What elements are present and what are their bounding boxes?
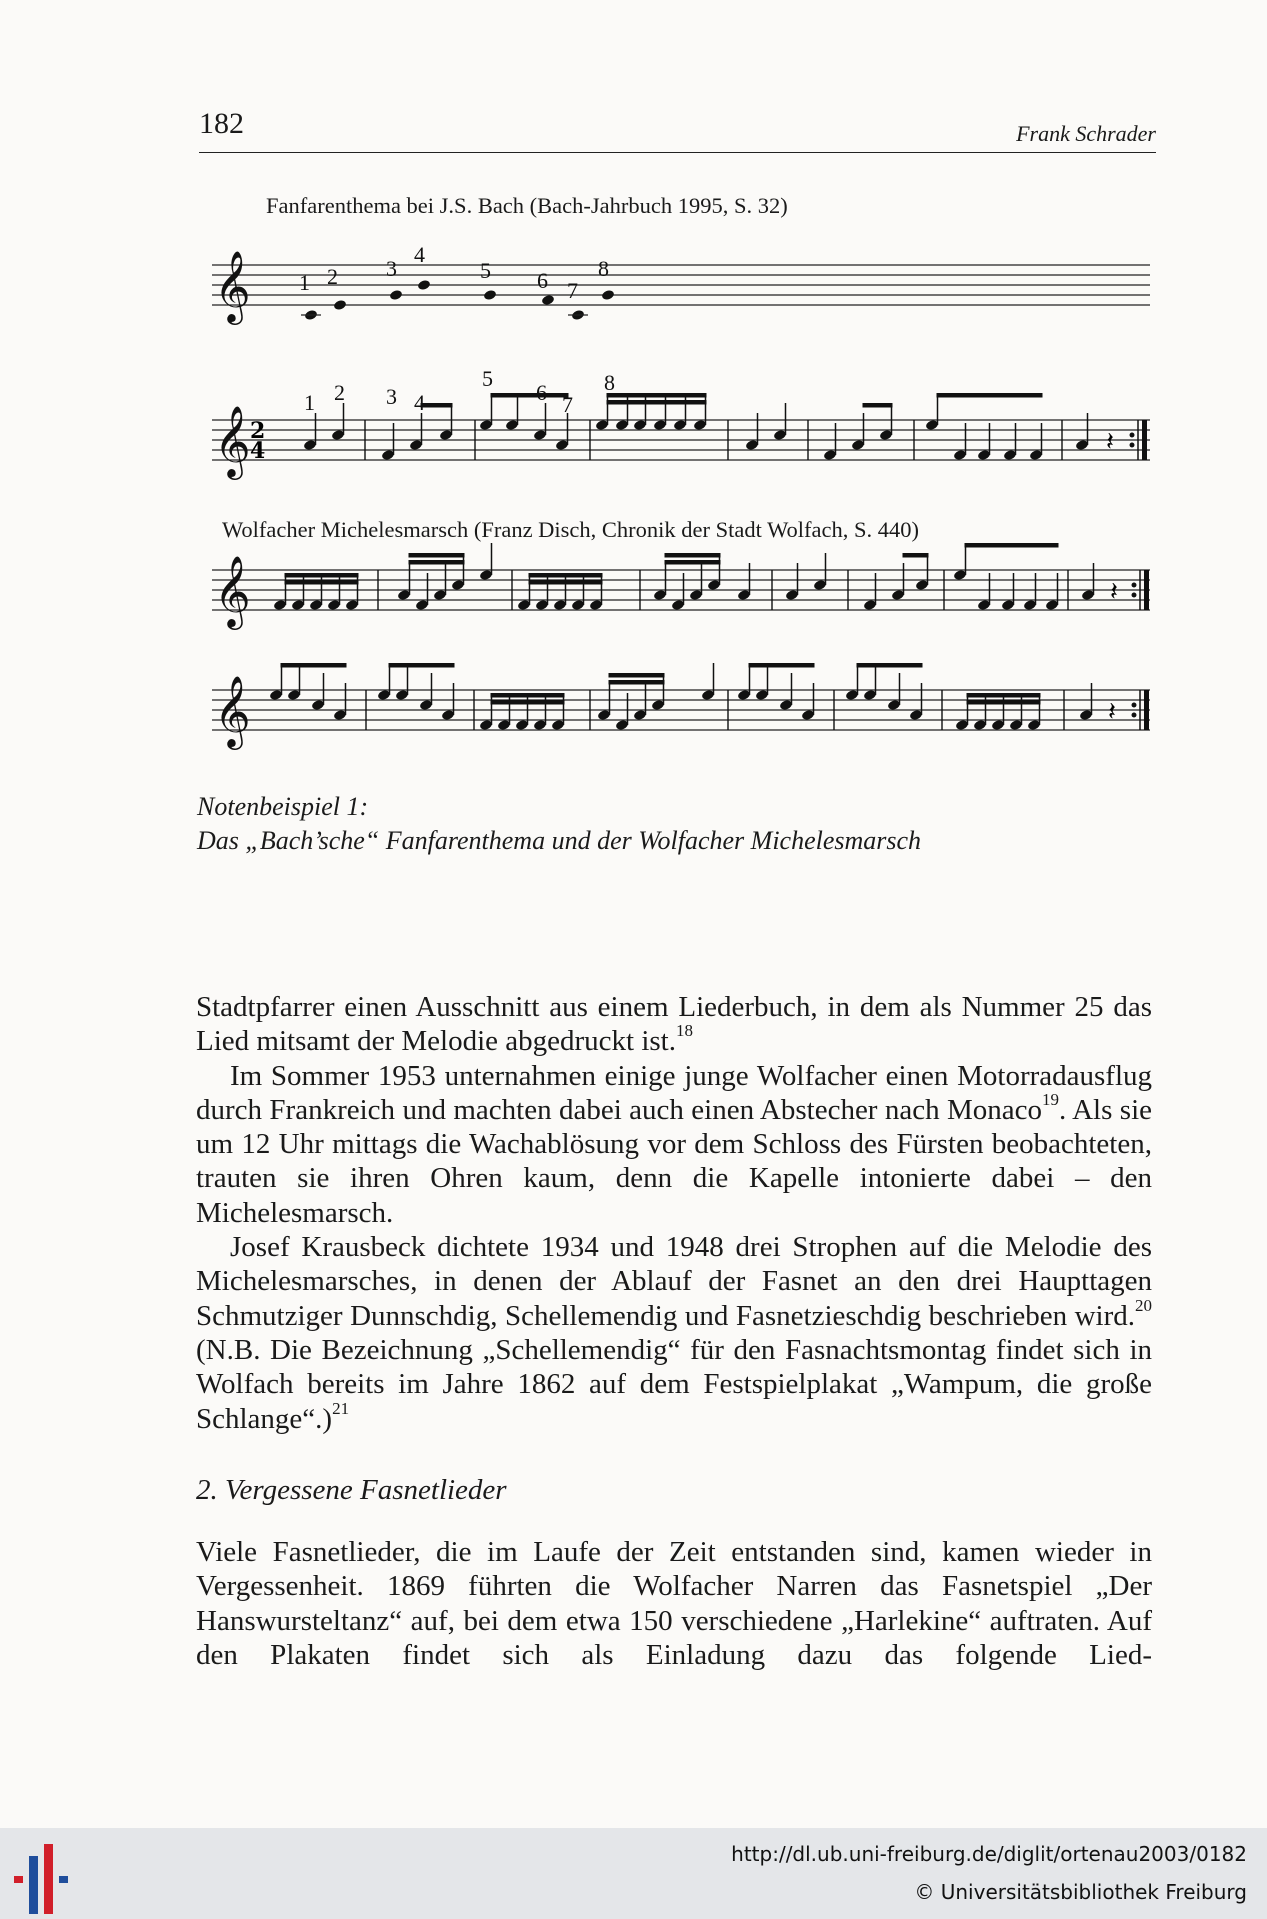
repeat-dot	[1132, 703, 1137, 708]
note-beam	[409, 560, 465, 565]
note-beam	[749, 663, 815, 668]
figure-caption	[197, 790, 921, 858]
note-beam	[491, 700, 565, 705]
rest-icon: 𝄽	[1106, 427, 1114, 457]
note-number-label: 6	[537, 268, 548, 293]
treble-clef-icon: 𝄞	[214, 404, 251, 477]
paragraph-3	[196, 1230, 1152, 1436]
note-beam	[389, 663, 455, 668]
logo-block-blue-left	[29, 1856, 38, 1914]
note-beam	[609, 680, 665, 685]
note-beam	[529, 573, 603, 578]
note-beam	[281, 663, 347, 668]
music-caption-bach: Fanfarenthema bei J.S. Bach (Bach-Jahrbuch 1995, S. 32)	[266, 193, 788, 218]
note-number-label: 3	[386, 384, 397, 409]
final-bar-thick	[1142, 420, 1147, 460]
footnote-ref-20: 20	[1135, 1295, 1152, 1315]
note-number-label: 4	[414, 390, 425, 415]
figure-title: Das „Bach’sche“ Fanfarenthema und der Wolfacher Michelesmarsch	[197, 826, 922, 855]
note-beam	[607, 400, 707, 405]
note-beam	[965, 543, 1059, 548]
footnote-ref-18: 18	[676, 1021, 693, 1041]
repeat-dot	[1132, 593, 1137, 598]
ub-freiburg-logo-icon	[10, 1834, 80, 1914]
figure-label: Notenbeispiel 1:	[197, 792, 369, 821]
note-number-label: 8	[598, 256, 609, 281]
body-text	[196, 990, 1152, 1672]
note-beam	[937, 393, 1043, 398]
note-number-label: 1	[304, 390, 315, 415]
paragraph-1	[196, 990, 1152, 1059]
repeat-dot	[1132, 583, 1137, 588]
note-beam	[491, 693, 565, 698]
paragraph-3-text-a: Josef Krausbeck dichtete 1934 und 1948 drei Strophen auf die Melodie des Michelesmarsches, in denen der Ablauf der Fasnet an den drei Haupttagen Schmutziger Dunnschdig, Schellemendig und Fasnetzieschdig beschrieben wird.	[196, 1231, 1152, 1332]
note-head	[601, 289, 615, 301]
note-number-label: 5	[480, 258, 491, 283]
note-beam	[607, 393, 707, 398]
paragraph-2	[196, 1059, 1152, 1230]
final-bar-thick	[1144, 570, 1149, 610]
treble-clef-icon: 𝄞	[214, 674, 251, 747]
footer-copyright: © Universitätsbibliothek Freiburg	[914, 1880, 1247, 1904]
note-number-label: 2	[327, 264, 338, 289]
rest-icon: 𝄽	[1110, 577, 1118, 607]
paragraph-2-text-a: Im Sommer 1953 unternahmen einige junge Wolfacher einen Motorradausflug durch Frankreich und machten dabei auch einen Abstecher nach Monaco	[196, 1059, 1152, 1126]
note-number-label: 7	[567, 278, 578, 303]
note-beam	[285, 580, 359, 585]
paragraph-3-text-b: (N.B. Die Bezeichnung „Schellemendig“ für den Fasnachtsmontag findet sich in Wolfach bereits im Jahre 1862 auf dem Festspielplakat „Wampum, die große Schlange“.)	[196, 1333, 1152, 1435]
note-beam	[609, 673, 665, 678]
logo-block-red-center	[44, 1844, 53, 1914]
footnote-ref-21: 21	[332, 1398, 350, 1418]
paragraph-4: Viele Fasnetlieder, die im Laufe der Zeit entstanden sind, kamen wieder in Vergessenheit. 1869 führten die Wolfacher Narren das Fasnetspiel „Der Hanswursteltanz“ auf, bei dem etwa 150 verschiedene „Harlekine“ auftraten. Auf den Plakaten findet sich als Einladung dazu das folgende Lied-	[196, 1536, 1152, 1672]
music-notation-figure	[0, 0, 1267, 800]
note-number-label: 4	[414, 242, 425, 267]
note-number-label: 7	[562, 392, 573, 417]
footnote-ref-19: 19	[1042, 1089, 1060, 1109]
note-beam	[409, 553, 465, 558]
repeat-dot	[1130, 443, 1135, 448]
note-beam	[421, 403, 453, 408]
note-beam	[529, 580, 603, 585]
music-caption-wolfach: Wolfacher Michelesmarsch (Franz Disch, Chronik der Stadt Wolfach, S. 440)	[222, 517, 920, 542]
page-number: 182	[199, 107, 244, 140]
section-heading: 2. Vergessene Fasnetlieder	[196, 1473, 507, 1506]
treble-clef-icon: 𝄞	[214, 554, 251, 627]
footer-url-link[interactable]: http://dl.ub.uni-freiburg.de/diglit/ortenau2003/0182	[731, 1842, 1247, 1866]
note-head	[483, 289, 497, 301]
note-beam	[665, 560, 721, 565]
logo-block-blue-right	[59, 1876, 68, 1883]
time-signature-top: 2	[250, 418, 266, 444]
note-beam	[285, 573, 359, 578]
note-beam	[863, 403, 893, 408]
note-beam	[967, 700, 1041, 705]
final-bar-thick	[1144, 690, 1149, 730]
footer-bar	[0, 1828, 1267, 1919]
note-beam	[967, 693, 1041, 698]
note-number-label: 3	[386, 256, 397, 281]
running-header-author: Frank Schrader	[1016, 121, 1156, 146]
note-head	[389, 289, 403, 301]
repeat-dot	[1130, 433, 1135, 438]
paragraph-2-text-b: . Als sie um 12 Uhr mittags die Wachablösung vor dem Schloss des Fürsten beobachteten, trauten sie ihren Ohren kaum, denn die Kapelle intonierte dabei – den Michelesmarsch.	[196, 1093, 1152, 1229]
paragraph-1-text: Stadtpfarrer einen Ausschnitt aus einem Liederbuch, in dem als Nummer 25 das Lied mitsamt der Melodie abgedruckt ist.	[196, 991, 1152, 1058]
repeat-dot	[1132, 713, 1137, 718]
note-beam	[491, 393, 569, 398]
note-beam	[903, 553, 929, 558]
note-beam	[665, 553, 721, 558]
note-number-label: 1	[299, 270, 310, 295]
note-head	[417, 279, 431, 291]
note-head	[541, 294, 555, 306]
logo-block-red-left	[14, 1876, 23, 1883]
time-signature-bottom: 4	[250, 438, 266, 464]
note-number-label: 2	[334, 380, 345, 405]
note-number-label: 5	[482, 366, 493, 391]
rest-icon: 𝄽	[1108, 697, 1116, 727]
note-number-label: 6	[536, 380, 547, 405]
treble-clef-icon: 𝄞	[214, 249, 251, 322]
note-beam	[857, 663, 923, 668]
note-number-label: 8	[604, 370, 615, 395]
note-head	[333, 299, 347, 311]
